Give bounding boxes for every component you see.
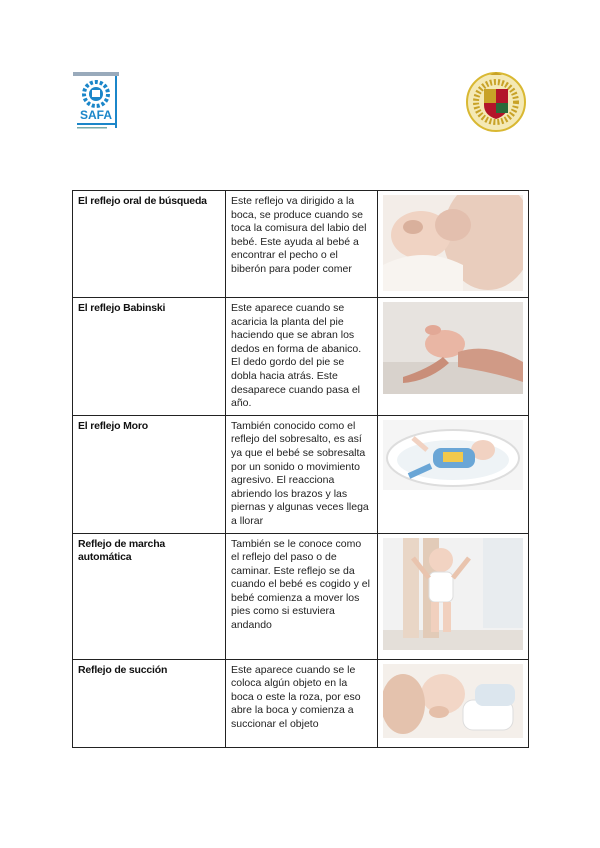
reflex-photo-cell	[378, 191, 529, 298]
baby-foot-hand-photo	[383, 302, 523, 394]
reflex-name: El reflejo Babinski	[73, 298, 226, 416]
reflex-name: Reflejo de succión	[73, 659, 226, 747]
baby-nursing-photo	[383, 664, 523, 738]
reflex-description: Este reflejo va dirigido a la boca, se produce cuando se toca la comisura del labio del bebé. Este ayuda al bebé a encontrar el pecho o el biberón para poder comer	[226, 191, 378, 298]
baby-walking-held-photo	[383, 538, 523, 650]
startled-baby-in-basket-photo	[383, 420, 523, 490]
reflex-photo-cell	[378, 415, 529, 533]
reflex-description: Este aparece cuando se le coloca algún objeto en la boca o este la roza, por eso abre la boca y comienza a succionar el objeto	[226, 659, 378, 747]
reflex-name: El reflejo Moro	[73, 415, 226, 533]
reflex-photo-cell	[378, 659, 529, 747]
table-row	[73, 659, 529, 747]
breastfeeding-baby-photo	[383, 195, 523, 291]
reflex-description: Este aparece cuando se acaricia la planta del pie haciendo que se abran los dedos en forma de abanico. El dedo gordo del pie se dobla hacia atrás. Este desaparece cuando pasa el año.	[226, 298, 378, 416]
coat-of-arms-logo	[464, 71, 528, 133]
reflex-name: Reflejo de marcha automática	[73, 533, 226, 659]
reflex-photo-cell	[378, 298, 529, 416]
reflex-description: También conocido como el reflejo del sobresalto, es así ya que el bebé se sobresalta por un sonido o movimiento agresivo. El reacciona abriendo los brazos y las piernas y algunas veces llega a llorar	[226, 415, 378, 533]
table-row	[73, 533, 529, 659]
reflexes-table	[72, 190, 529, 748]
table-row	[73, 415, 529, 533]
reflex-photo-cell	[378, 533, 529, 659]
table-row	[73, 191, 529, 298]
reflex-description: También se le conoce como el reflejo del paso o de caminar. Este reflejo se da cuando el bebé es cogido y el bebé comienza a mover los pies como si estuviera andando	[226, 533, 378, 659]
svg-text:SAFA: SAFA	[79, 108, 113, 122]
safa-logo	[73, 72, 121, 132]
reflex-name: El reflejo oral de búsqueda	[73, 191, 226, 298]
table-row	[73, 298, 529, 416]
